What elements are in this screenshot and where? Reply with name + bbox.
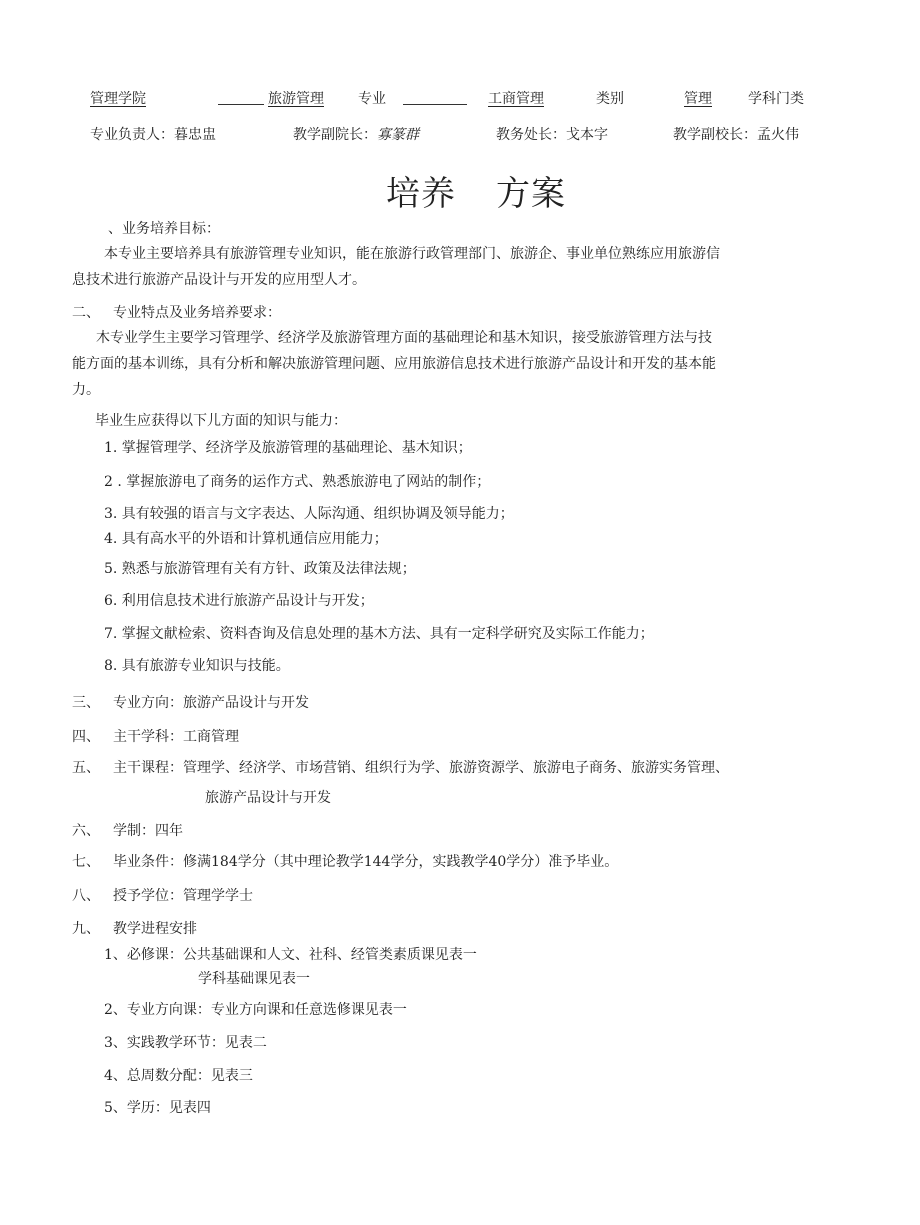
schedule-item-3: 3、实践教学环节：见表二 bbox=[104, 1035, 267, 1051]
section1-heading: 、业务培养目标： bbox=[108, 221, 220, 237]
vice-president bbox=[673, 124, 799, 144]
section2-line1: 木专业学生主要学习管理学、经济学及旅游管理方面的基础理论和基木知识，接受旅游管理方法与技 bbox=[96, 330, 712, 346]
section8-number: 八、 bbox=[72, 888, 100, 904]
section1-line1: 本专业主要培养具有旅游管理专业知识，能在旅游行政管理部门、旅游企、事业单位熟练应用旅游信 bbox=[104, 246, 720, 262]
section4-text: 主干学科：工商管理 bbox=[113, 729, 239, 745]
section5-line1: 主干课程：管理学、经济学、市场营销、组织行为学、旅游资源学、旅游电子商务、旅游实务管理、 bbox=[113, 760, 729, 776]
abilities-intro: 毕业生应获得以下儿方面的知识与能力： bbox=[95, 413, 347, 429]
ability-item-6: 6. 利用信息技术进行旅游产品设计与开发； bbox=[104, 593, 374, 609]
vice-dean-label: 教学副院长： bbox=[293, 127, 377, 143]
section6-text: 学制：四年 bbox=[113, 823, 183, 839]
section2-heading: 专业特点及业务培养要求： bbox=[113, 305, 281, 321]
section8-text: 授予学位：管理学学士 bbox=[113, 888, 253, 904]
section9-heading: 教学进程安排 bbox=[113, 921, 197, 937]
vice-dean-value: 寡篆群 bbox=[377, 127, 419, 143]
academic-director-label: 教务处长： bbox=[496, 127, 566, 143]
section6-number: 六、 bbox=[72, 823, 100, 839]
schedule-item-1-continued: 学科基础课见表一 bbox=[198, 971, 310, 987]
schedule-item-2: 2、专业方向课：专业方向课和任意选修课见表一 bbox=[104, 1002, 407, 1018]
page-title-part2: 方案 bbox=[496, 174, 566, 214]
major-head bbox=[90, 124, 216, 144]
schedule-item-5: 5、学历：见表四 bbox=[104, 1100, 211, 1116]
section9-number: 九、 bbox=[72, 921, 100, 937]
major-head-value: 暮忠盅 bbox=[174, 127, 216, 143]
ability-item-8: 8. 具有旅游专业知识与技能。 bbox=[104, 658, 290, 674]
ability-item-5: 5. 熟悉与旅游管理有关有方针、政策及法律法规； bbox=[104, 561, 416, 577]
major-head-label: 专业负责人： bbox=[90, 127, 174, 143]
category-label: 类别 bbox=[596, 91, 624, 107]
page-title-part1: 培养 bbox=[386, 174, 456, 214]
vice-dean bbox=[293, 124, 419, 144]
ability-item-2: 2 . 掌握旅游电了商务的运作方式、熟悉旅游电了网站的制作； bbox=[104, 474, 491, 490]
ability-item-4: 4. 具有高水平的外语和计算机通信应用能力； bbox=[104, 531, 388, 547]
section7-number: 七、 bbox=[72, 854, 100, 870]
vice-president-label: 教学副校长： bbox=[673, 127, 757, 143]
section1-line2: 息技术进行旅游产品设计与开发的应用型人才。 bbox=[72, 272, 366, 288]
college-name: 管理学院 bbox=[90, 91, 146, 107]
section7-text: 毕业条件：修满184学分（其中理论教学144学分，实践教学40学分）准予毕业。 bbox=[113, 854, 619, 870]
academic-director bbox=[496, 124, 608, 144]
major-label: 专业 bbox=[358, 91, 386, 107]
category-name: 工商管理 bbox=[488, 91, 544, 107]
section2-line2: 能方面的基本训练，具有分析和解决旅游管理问题、应用旅游信息技术进行旅游产品设计和开发的基本能 bbox=[72, 356, 716, 372]
discipline-name: 管理 bbox=[684, 91, 712, 107]
ability-item-7: 7. 掌握文献检索、资料杳询及信息处理的基木方法、具有一定科学研究及实际工作能力； bbox=[104, 626, 654, 642]
section3-number: 三、 bbox=[72, 695, 100, 711]
discipline-label: 学科门类 bbox=[748, 91, 804, 107]
blank-line bbox=[403, 104, 467, 105]
section4-number: 四、 bbox=[72, 729, 100, 745]
major-name: 旅游管理 bbox=[268, 91, 324, 107]
section2-line3: 力。 bbox=[72, 382, 100, 398]
schedule-item-1: 1、必修课：公共基础课和人文、社科、经管类素质课见表一 bbox=[104, 947, 477, 963]
ability-item-1: 1. 掌握管理学、经济学及旅游管理的基础理论、基木知识； bbox=[104, 440, 472, 456]
blank-line bbox=[218, 104, 264, 105]
ability-item-3: 3. 具有较强的语言与文字表达、人际沟通、组织协调及领导能力； bbox=[104, 506, 514, 522]
section5-number: 五、 bbox=[72, 760, 100, 776]
schedule-item-4: 4、总周数分配：见表三 bbox=[104, 1068, 253, 1084]
vice-president-value: 孟火伟 bbox=[757, 127, 799, 143]
section5-line2: 旅游产品设计与开发 bbox=[205, 790, 331, 806]
section2-number: 二、 bbox=[72, 305, 100, 321]
section3-text: 专业方向：旅游产品设计与开发 bbox=[113, 695, 309, 711]
academic-director-value: 戈本字 bbox=[566, 127, 608, 143]
